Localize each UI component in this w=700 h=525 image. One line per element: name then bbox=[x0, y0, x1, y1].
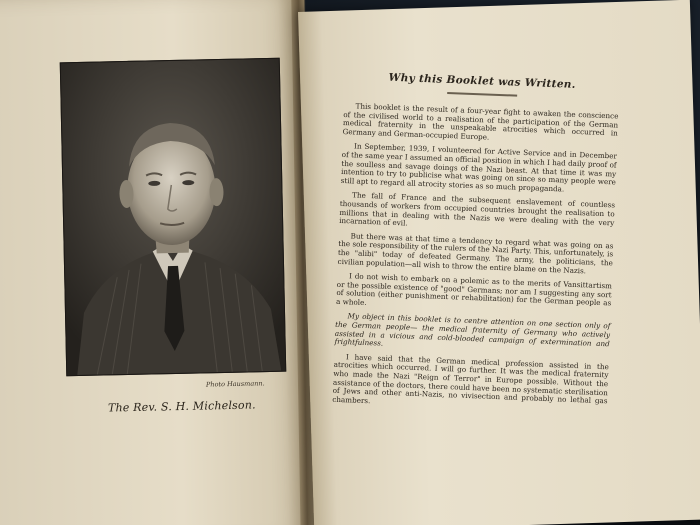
portrait-caption: The Rev. S. H. Michelson. bbox=[107, 398, 256, 415]
paragraph-italic: My object in this booklet is to centre attention on one section only of the German people— the medical fraternity of Germany who actively assisted in a vicious and cold-blooded campaign of extermination and frightfulness. bbox=[334, 311, 611, 349]
paragraph: I do not wish to embark on a polemic as to the merits of Vansittartism or the possible existence of "good" Germans; nor am I suggesting any sort of solution (either punishment or rehabilitation) for the German people as a whole. bbox=[335, 271, 613, 308]
page-title: Why this Booklet was Written. bbox=[388, 71, 576, 91]
booklet-text bbox=[332, 70, 620, 421]
portrait-illustration bbox=[61, 59, 285, 375]
paragraph: In September, 1939, I volunteered for Active Service and in December of the same year I assumed an official position in which I had daily proof of the soulless and savage doings of the Nazi beast. At that time it was my intention to try to publicise what was going on since so many people were still apt to regard all atrocity stories as so much propaganda. bbox=[340, 141, 618, 194]
portrait-photo bbox=[60, 58, 287, 377]
paragraph: The fall of France and the subsequent enslavement of countless thousands of workers from occupied countries brought the realisation to millions that in dealing with the Nazis we were dealing with the very incarnation of evil. bbox=[339, 190, 616, 228]
photo-credit: Photo Hausmann. bbox=[205, 379, 265, 389]
paragraph: But there was at that time a tendency to regard what was going on as the sole responsibility of the rulers of the Nazi Party. This, unfortunately, is the "alibi" today of defeated Germany. The army, the politicians, the civilian population—all wish to throw the entire blame on the Nazis. bbox=[337, 231, 614, 275]
paragraph: This booklet is the result of a four-year fight to awaken the conscience of the civilised world to a realisation of the participation of the German medical fraternity in the unspeakable atrocities which occurred in Germany and German-occupied Europe. bbox=[342, 101, 619, 142]
paragraph: I have said that the German medical profession assisted in the atrocities which occurred. I will go further. It was the medical fraternity who made the Nazi "Reign of Terror" in Europe possible. Without the assistance of the doctors, there could have been no systematic sterilisation of Jews and other anti-Nazis, no vivisection and probably no lethal gas chambers. bbox=[332, 352, 609, 406]
title-divider bbox=[447, 92, 517, 97]
